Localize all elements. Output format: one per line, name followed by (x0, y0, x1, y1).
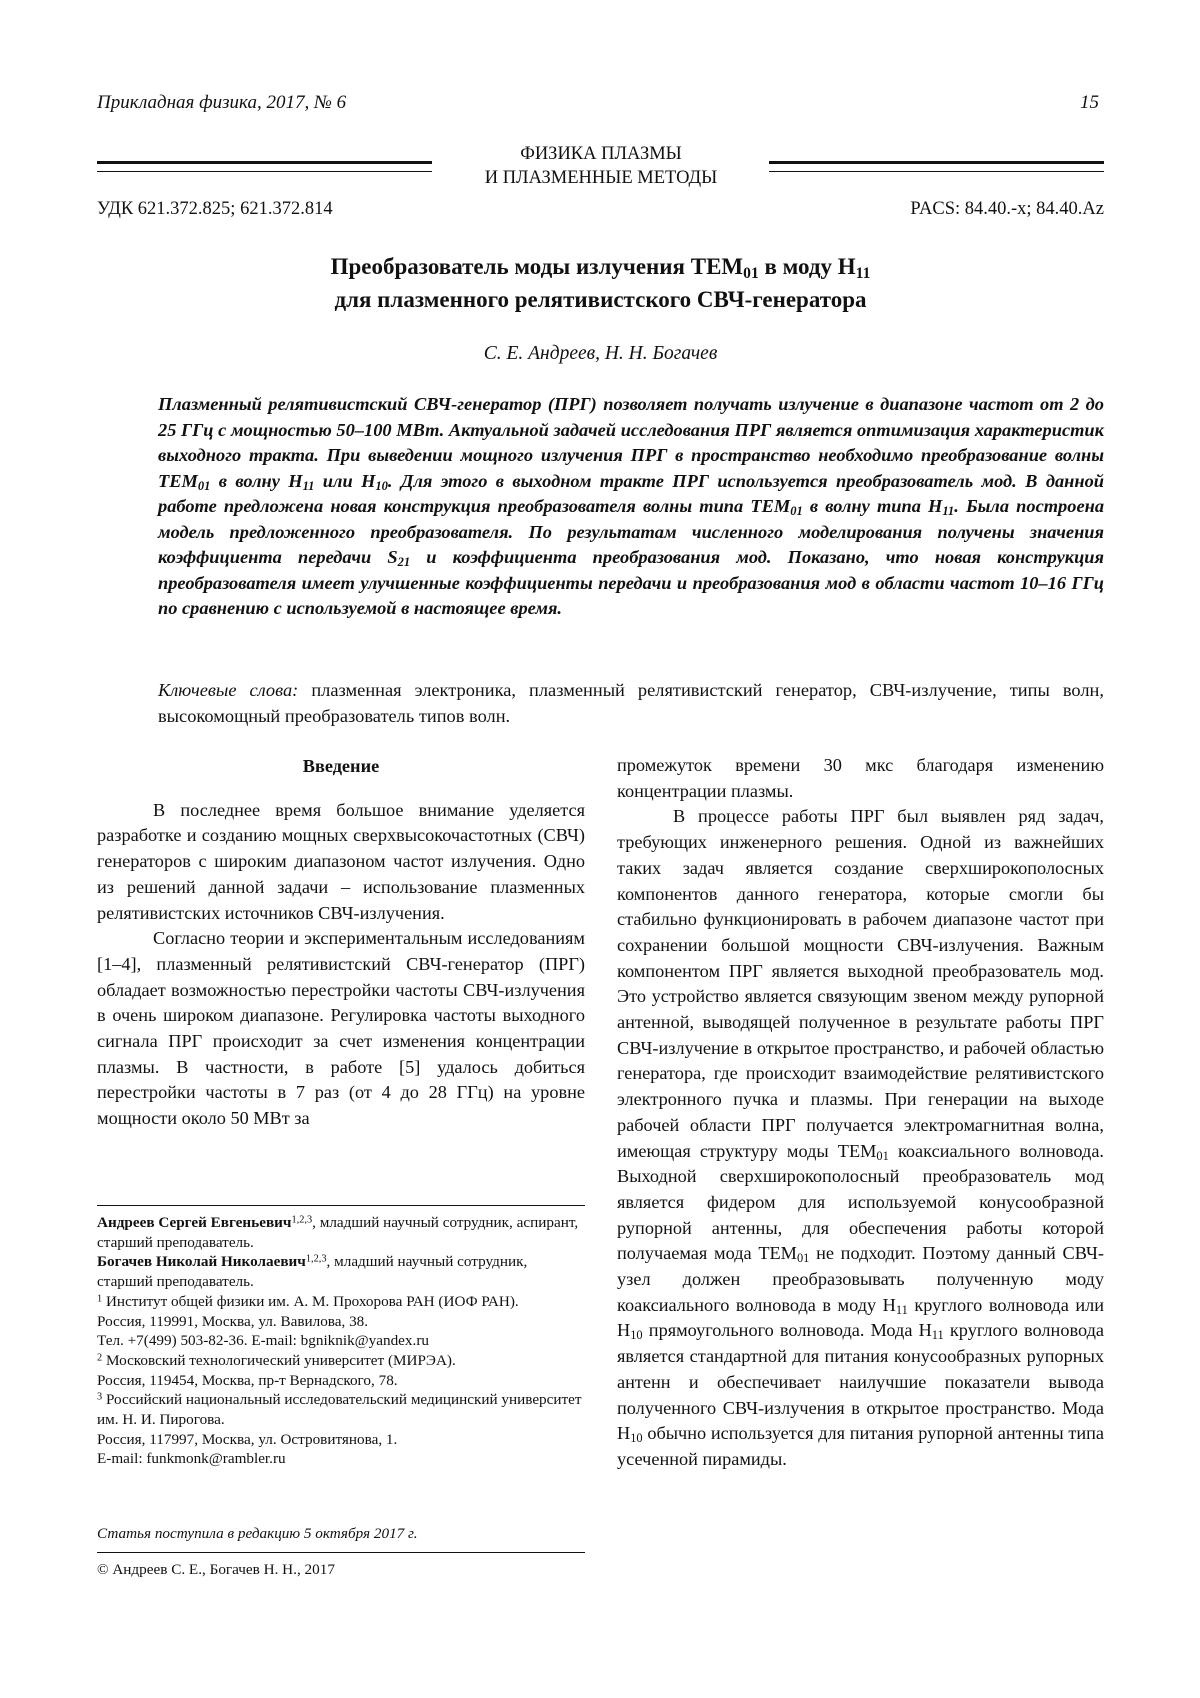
section-heading-line2: И ПЛАЗМЕННЫЕ МЕТОДЫ (484, 168, 718, 188)
affiliation-3-address: Россия, 117997, Москва, ул. Островитянова, 1. (97, 1430, 398, 1448)
intro-paragraph-2: Согласно теории и экспериментальным исследованиям [1–4], плазменный релятивистский СВЧ-генератор (ПРГ) обладает возможностью перестройки частоты СВЧ-излучения в очень широком диапазоне. Регулировка частоты выходного сигнала ПРГ происходит за счет изменения концентрации плазмы. В частности, в работе [5] удалось добиться перестройки частоты в 7 раз (от 4 до 28 ГГц) на уровне мощности около 50 МВт за (97, 928, 585, 1129)
section-heading-line1: ФИЗИКА ПЛАЗМЫ (520, 144, 682, 164)
udc-code: УДК 621.372.825; 621.372.814 (97, 199, 333, 219)
keywords (158, 677, 1104, 729)
keywords-label: Ключевые слова: (158, 680, 299, 700)
right-paragraph-2: В процессе работы ПРГ был выявлен ряд задач, требующих инженерного решения. Одной из важнейших таких задач является создание сверхширокополосных компонентов данного генератора, которые смогли бы стабильно функционировать в рабочем диапазоне частот при сохранении большой мощности СВЧ-излучения. Важным компонентом ПРГ является выходной преобразователь мод. Это устройство является связующим звеном между рупорной антенной, выводящей полученное в результате работы ПРГ СВЧ-излучение в открытое пространство, и рабочей областью генератора, где происходит взаимодействие релятивистского электронного пучка и плазмы. При генерации на выходе рабочей области ПРГ получается электромагнитная волна, имеющая структуру моды $ТЕМ_{01}$ коаксиального волновода. Выходной сверхширокополосный преобразователь мод является фидером для используемой конусообразной рупорной антенны, для обеспечения работы которой получаемая мода $ТЕМ_{01}$ не подходит. Поэтому данный СВЧ-узел должен преобразовывать полученную моду коаксиального волновода в моду $Н_{11}$ круглого волновода или $Н_{10}$ прямоугольного волновода. Мода $Н_{11}$ круглого волновода является стандартной для питания конусообразных рупорных антенн и обеспечивает наилучшие показатели вывода полученного СВЧ-излучения в открытое пространство. Мода $Н_{10}$ обычно используется для питания рупорной антенны типа усеченной пирамиды. (617, 806, 1105, 1469)
intro-paragraph-1: В последнее время большое внимание уделяется разработке и созданию мощных сверхвысокочастотных (СВЧ) генераторов с широким диапазоном частот излучения. Одно из решений данной задачи – использование плазменных релятивистских источников СВЧ-излучения. (97, 799, 585, 923)
paper-title (97, 250, 1104, 316)
copyright-divider (97, 1552, 585, 1553)
right-paragraph-1: промежуток времени 30 мкс благодаря изменению концентрации плазмы. (617, 755, 1104, 801)
paper-title-line1: Преобразователь моды излучения $ТЕМ_{01}$ в моду $H_{11}$ (330, 254, 871, 282)
paper-title-line2: для плазменного релятивистского СВЧ-генератора (334, 287, 867, 312)
author1-footnote: Андреев Сергей Евгеньевич$^{1,2,3}$, младший научный сотрудник, аспирант, старший преподаватель. (97, 1214, 579, 1251)
section-heading (440, 142, 762, 190)
footnote-divider (97, 1205, 585, 1206)
author-footnotes (97, 1213, 585, 1469)
pacs-code: PACS: 84.40.-x; 84.40.Az (910, 199, 1104, 219)
author2-footnote: Богачев Николай Николаевич$^{1,2,3}$, младший научный сотрудник, старший преподаватель. (97, 1253, 528, 1291)
received-date: Статья поступила в редакцию 5 октября 2017 г. (97, 1525, 418, 1542)
affiliation-3: $^3$ Российский национальный исследовательский медицинский университет им. Н. И. Пирогова. (97, 1391, 582, 1429)
intro-heading: Введение (302, 756, 380, 776)
keywords-text: плазменная электроника, плазменный релятивистский генератор, СВЧ-излучение, типы волн, высокомощный преобразователь типов волн. (158, 680, 1104, 726)
affiliation-2-address: Россия, 119454, Москва, пр-т Вернадского, 78. (97, 1371, 398, 1389)
affiliation-1-address: Россия, 119991, Москва, ул. Вавилова, 38. (97, 1312, 369, 1330)
affiliation-3-email: E-mail: funkmonk@rambler.ru (97, 1450, 286, 1468)
copyright: © Андреев С. Е., Богачев Н. Н., 2017 (97, 1561, 335, 1578)
section-rule-right (769, 161, 1104, 172)
affiliation-1: $^1$ Институт общей физики им. А. М. Прохорова РАН (ИОФ РАН). (97, 1292, 519, 1310)
affiliation-1-contact: Тел. +7(499) 503-82-36. E-mail: bgniknik@yandex.ru (97, 1332, 429, 1350)
right-column (617, 753, 1104, 1473)
affiliation-2: $^2$ Московский технологический университет (МИРЭА). (97, 1351, 456, 1369)
section-rule-left (97, 161, 432, 172)
authors: С. Е. Андреев, Н. Н. Богачев (483, 343, 718, 364)
page-number: 15 (1080, 92, 1099, 113)
left-column (97, 754, 585, 1132)
journal-reference: Прикладная физика, 2017, № 6 (97, 92, 347, 113)
abstract: Плазменный релятивистский СВЧ-генератор (ПРГ) позволяет получать излучение в диапазоне частот от 2 до 25 ГГц с мощностью 50–100 МВт. Актуальной задачей исследования ПРГ является оптимизация характеристик выходного тракта. При выведении мощного излучения ПРГ в пространство необходимо преобразование волны $ТЕМ_{01}$ в волну $Н_{11}$ или $Н_{10}$. Для этого в выходном тракте ПРГ используется преобразователь мод. В данной работе предложена новая конструкция преобразователя волны типа $ТЕМ_{01}$ в волну типа $Н_{11}$. Была построена модель предложенного преобразователя. По результатам численного моделирования получены значения коэффициента передачи $S_{21}$ и коэффициента преобразования мод. Показано, что новая конструкция преобразователя имеет улучшенные коэффициенты передачи и преобразования мод в области частот 10–16 ГГц по сравнению с используемой в настоящее время. (158, 394, 1105, 618)
